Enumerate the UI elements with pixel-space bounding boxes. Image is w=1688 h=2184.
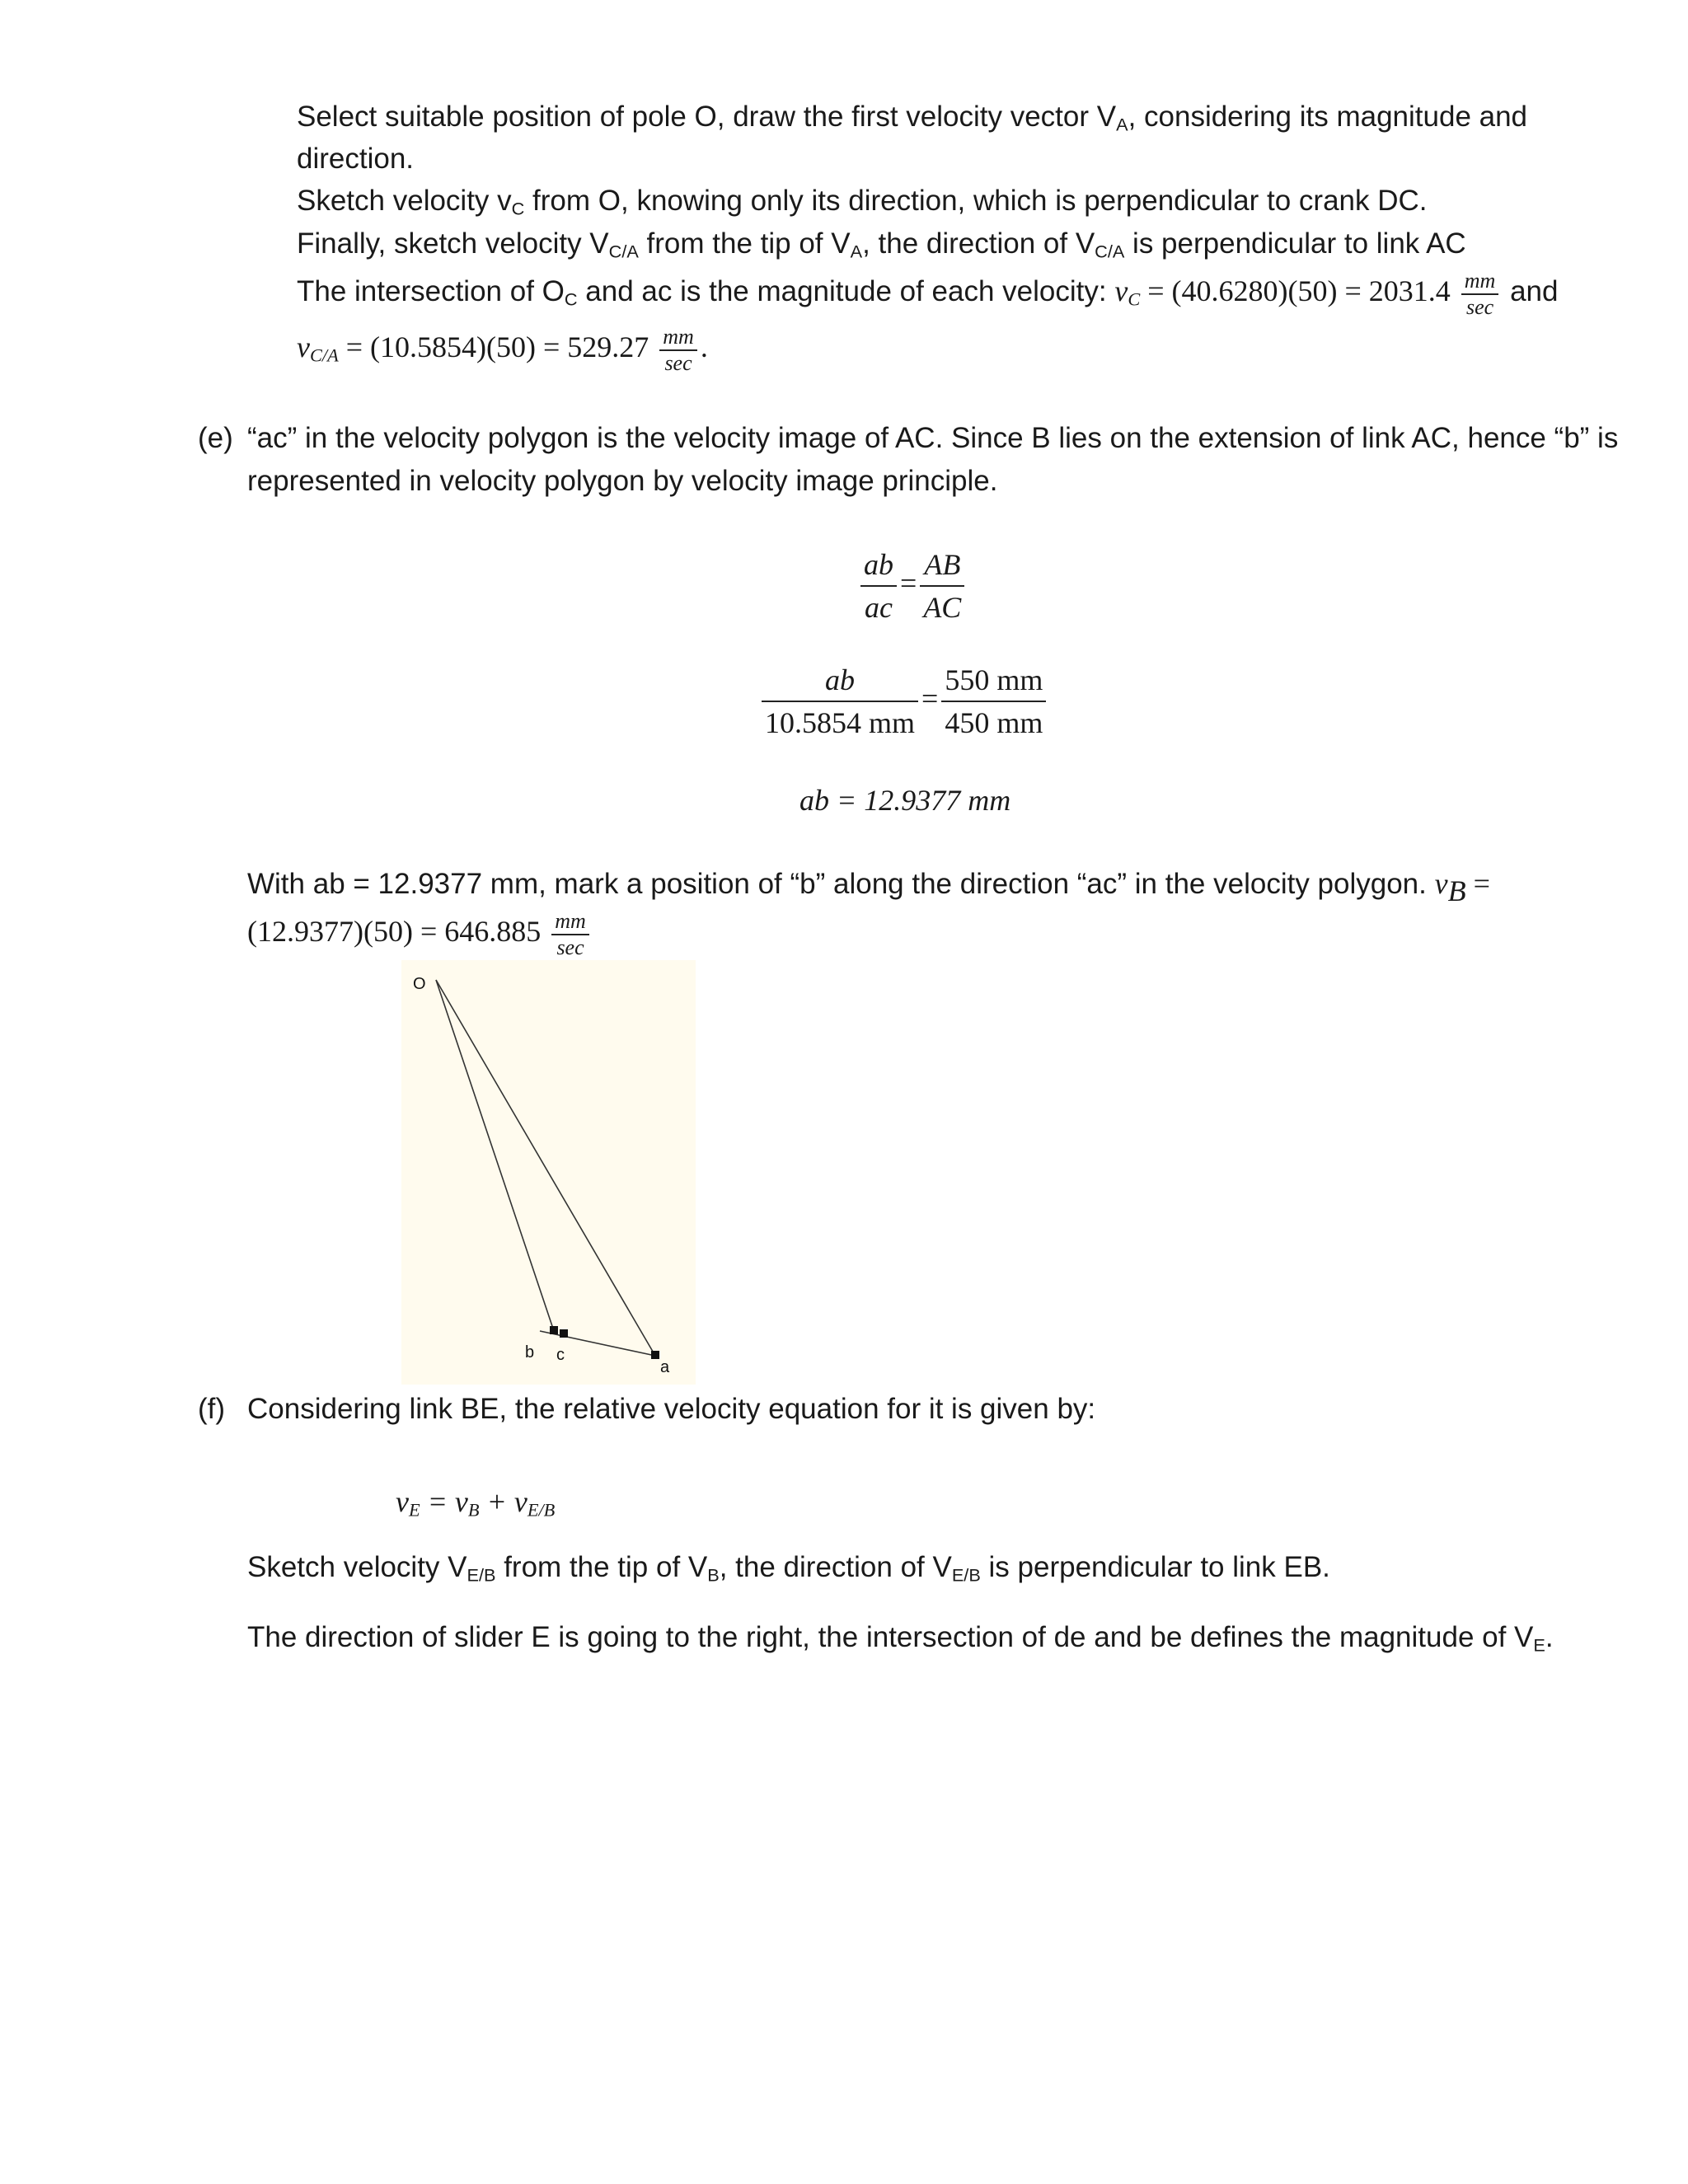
unit-fraction xyxy=(659,325,697,376)
label-c: c xyxy=(556,1346,565,1364)
step-f-line-2 xyxy=(247,1549,1330,1586)
text-span: is perpendicular to link AC xyxy=(1124,227,1466,260)
equals-sign: = xyxy=(900,566,917,600)
subscript: B xyxy=(707,1564,720,1586)
text-span: , considering its magnitude and xyxy=(1128,101,1528,133)
text-span: , the direction of V xyxy=(719,1551,952,1583)
step-f-label xyxy=(198,1391,225,1427)
expression: (12.9377)(50) = 646.885 xyxy=(247,915,549,948)
text-span: and ac is the magnitude of each velocity: xyxy=(577,275,1115,307)
subscript: C/A xyxy=(309,344,339,366)
text-span: Considering link BE, the relative velocity equation for it is given by: xyxy=(247,1393,1096,1425)
fraction-denominator: AC xyxy=(923,591,962,624)
text-span: With ab = 12.9377 mm, mark a position of “b” along the direction “ac” in the velocity polygon. xyxy=(247,868,1435,900)
text-span: The direction of slider E is going to the right, the intersection of de and be defines the magnitude of V xyxy=(247,1621,1534,1653)
vc-equation xyxy=(1114,268,1502,319)
step-f-line-3 xyxy=(247,1619,1554,1656)
fraction xyxy=(920,544,964,628)
fraction-denominator: sec xyxy=(556,935,584,959)
text-span: “ac” in the velocity polygon is the velocity image of AC. Since B lies on the extension of link AC, hence “b” is xyxy=(247,422,1619,454)
fraction-numerator: mm xyxy=(551,909,589,935)
fraction-numerator: AB xyxy=(920,544,964,587)
subscript: E/B xyxy=(951,1564,981,1586)
step-f-line-1 xyxy=(247,1391,1095,1427)
text-span: Select suitable position of pole O, draw the first velocity vector V xyxy=(297,101,1117,133)
symbol: v xyxy=(1114,274,1128,307)
subscript: B xyxy=(1447,874,1466,907)
vca-equation xyxy=(297,318,708,376)
label-b: b xyxy=(525,1343,535,1361)
fraction-numerator: mm xyxy=(1461,269,1499,295)
step-d-line-5 xyxy=(297,262,1558,320)
vb-equation xyxy=(247,902,593,960)
expression: + v xyxy=(479,1485,528,1518)
subscript: C/A xyxy=(1095,241,1125,262)
fraction-denominator: sec xyxy=(1465,294,1494,319)
subscript: B xyxy=(467,1499,480,1521)
text-span: Sketch velocity V xyxy=(247,1551,467,1583)
expression: = (40.6280)(50) = 2031.4 xyxy=(1140,274,1458,307)
velocity-polygon-figure xyxy=(401,960,696,1385)
text-span: . xyxy=(1545,1621,1554,1653)
symbol: v xyxy=(396,1485,409,1518)
fraction xyxy=(860,544,897,628)
symbol: v xyxy=(297,330,310,363)
expression: ab = 12.9377 mm xyxy=(799,784,1011,817)
subscript: E xyxy=(1533,1634,1545,1656)
item-label: (e) xyxy=(198,422,233,454)
fraction-numerator: mm xyxy=(659,325,697,351)
text-span: . xyxy=(700,330,708,363)
step-d-line-2 xyxy=(297,141,414,177)
step-e-line-2 xyxy=(247,463,997,499)
fraction-denominator: 10.5854 mm xyxy=(765,706,916,739)
step-e-label xyxy=(198,420,233,457)
unit-fraction xyxy=(551,909,589,960)
step-e-line-1 xyxy=(247,420,1618,457)
subscript: E/B xyxy=(467,1564,496,1586)
fraction xyxy=(762,659,918,743)
text-span: , the direction of V xyxy=(862,227,1095,260)
equals-sign: = xyxy=(1465,867,1490,900)
subscript: C xyxy=(511,198,525,219)
fraction-denominator: ac xyxy=(865,591,893,624)
ab-result xyxy=(799,783,1010,818)
equals-sign: = xyxy=(921,682,939,715)
fraction-denominator: 450 mm xyxy=(945,706,1043,739)
subscript: A xyxy=(1116,114,1128,135)
text-span: Sketch velocity v xyxy=(297,185,512,217)
fraction-numerator: ab xyxy=(762,659,918,702)
subscript: C xyxy=(564,288,578,310)
point-c-marker xyxy=(560,1329,568,1338)
item-label: (f) xyxy=(198,1393,226,1425)
proportion-equation xyxy=(758,659,1049,743)
text-span: and xyxy=(1502,275,1559,307)
subscript: C/A xyxy=(608,241,639,262)
fraction xyxy=(941,659,1046,743)
text-span: from the tip of V xyxy=(638,227,851,260)
point-a-marker xyxy=(651,1351,659,1359)
step-d-line-3 xyxy=(297,183,1428,219)
ratio-equation xyxy=(857,544,968,628)
text-span: represented in velocity polygon by velocity image principle. xyxy=(247,465,998,497)
step-d-line-1 xyxy=(297,99,1589,135)
label-a: a xyxy=(660,1358,670,1376)
label-o: O xyxy=(413,975,426,993)
fraction-numerator: 550 mm xyxy=(941,659,1046,702)
subscript: A xyxy=(850,241,863,262)
expression: = v xyxy=(420,1485,468,1518)
fraction-numerator: ab xyxy=(860,544,897,587)
step-d-line-4 xyxy=(297,226,1466,262)
subscript: C xyxy=(1128,288,1141,310)
text-span: direction. xyxy=(297,143,415,175)
step-e-line-3 xyxy=(247,865,1490,907)
expression: = (10.5854)(50) = 529.27 xyxy=(338,330,657,363)
text-span: Finally, sketch velocity V xyxy=(297,227,609,260)
text-span: from O, knowing only its direction, which is perpendicular to crank DC. xyxy=(524,185,1428,217)
text-span: is perpendicular to link EB. xyxy=(980,1551,1330,1583)
symbol: v xyxy=(1434,867,1448,900)
subscript: E/B xyxy=(527,1499,556,1521)
subscript: E xyxy=(408,1499,420,1521)
point-b-marker xyxy=(550,1326,558,1334)
unit-fraction xyxy=(1461,269,1499,320)
ve-equation xyxy=(396,1483,555,1520)
text-span: from the tip of V xyxy=(495,1551,708,1583)
fraction-denominator: sec xyxy=(664,350,692,375)
text-span: The intersection of O xyxy=(297,275,565,307)
